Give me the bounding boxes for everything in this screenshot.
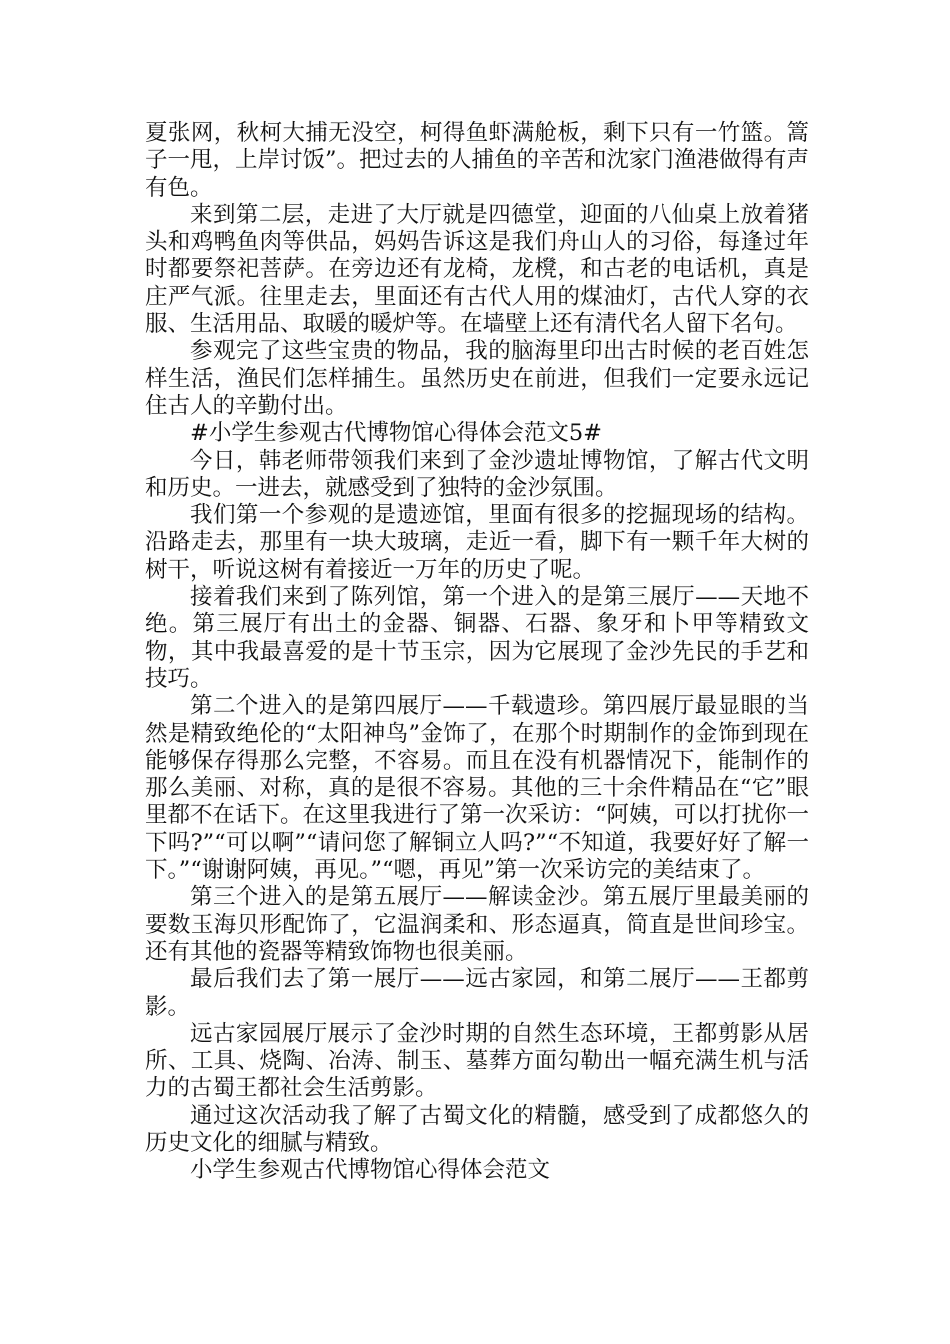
- closing-title: 小学生参观古代博物馆心得体会范文: [190, 1157, 551, 1184]
- paragraph-9: 最后我们去了第一展厅——远古家园，和第二展厅——王都剪影。: [145, 966, 809, 1020]
- section-heading: #小学生参观古代博物馆心得体会范文5#: [190, 420, 603, 447]
- paragraph-5: 我们第一个参观的是遗迹馆，里面有很多的挖掘现场的结构。沿路走去，那里有一块大玻璃，走近一看，脚下有一颗千年大树的树干，听说这树有着接近一万年的历史了呢。: [145, 502, 809, 583]
- paragraph-8: 第三个进入的是第五展厅——解读金沙。第五展厅里最美丽的要数玉海贝形配饰了，它温润柔和、形态逼真，简直是世间珍宝。还有其他的瓷器等精致饰物也很美丽。: [145, 884, 809, 965]
- paragraph-3: 参观完了这些宝贵的物品，我的脑海里印出古时候的老百姓怎样生活，渔民们怎样捕生。虽然历史在前进，但我们一定要永远记住古人的辛勤付出。: [145, 338, 809, 419]
- paragraph-11: 通过这次活动我了解了古蜀文化的精髓，感受到了成都悠久的历史文化的细腻与精致。: [145, 1102, 809, 1156]
- paragraph-7: 第二个进入的是第四展厅——千载遗珍。第四展厅最显眼的当然是精致绝伦的“太阳神鸟”金饰了，在那个时期制作的金饰到现在能够保存得那么完整，不容易。而且在没有机器情况下，能制作的那么美丽、对称，真的是很不容易。其他的三十余件精品在“它”眼里都不在话下。在这里我进行了第一次采访：“阿姨，可以打扰你一下吗?”“可以啊”“请问您了解铜立人吗?”“不知道，我要好好了解一下。”“谢谢阿姨，再见。”“嗯，再见”第一次采访完的美结束了。: [145, 693, 810, 884]
- paragraph-1: 夏张网，秋柯大捕无没空，柯得鱼虾满舱板，剩下只有一竹篮。篙子一甩，上岸讨饭”。把过去的人捕鱼的辛苦和沈家门渔港做得有声有色。: [145, 120, 810, 201]
- document-page: [145, 120, 809, 1185]
- paragraph-2: 来到第二层，走进了大厅就是四德堂，迎面的八仙桌上放着猪头和鸡鸭鱼肉等供品，妈妈告诉这是我们舟山人的习俗，每逢过年时都要祭祀菩萨。在旁边还有龙椅，龙櫈，和古老的电话机，真是庄严气派。往里走去，里面还有古代人用的煤油灯，古代人穿的衣服、生活用品、取暖的暖炉等。在墙壁上还有清代名人留下名句。: [145, 201, 809, 338]
- paragraph-10: 远古家园展厅展示了金沙时期的自然生态环境，王都剪影从居所、工具、烧陶、冶涛、制玉、墓葬方面勾勒出一幅充满生机与活力的古蜀王都社会生活剪影。: [145, 1020, 809, 1102]
- paragraph-6: 接着我们来到了陈列馆，第一个进入的是第三展厅——天地不绝。第三展厅有出土的金器、铜器、石器、象牙和卜甲等精致文物，其中我最喜爱的是十节玉宗，因为它展现了金沙先民的手艺和技巧。: [145, 584, 809, 692]
- paragraph-4: 今日，韩老师带领我们来到了金沙遗址博物馆，了解古代文明和历史。一进去，就感受到了独特的金沙氛围。: [145, 447, 809, 501]
